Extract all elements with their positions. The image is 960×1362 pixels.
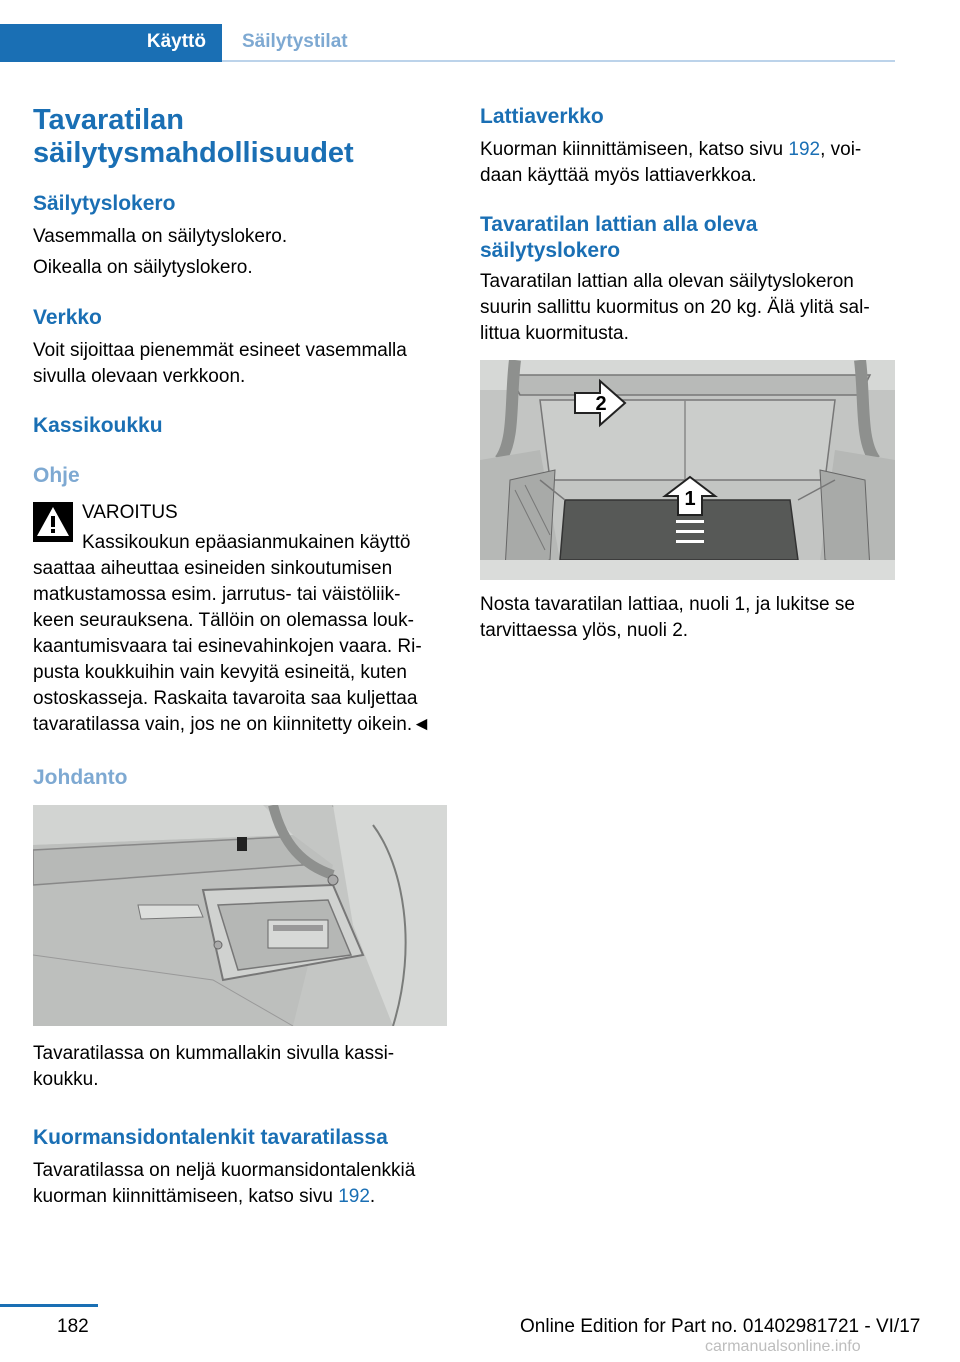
net-text-2: sivulla olevaan verkkoon. bbox=[33, 366, 246, 387]
underfloor-heading-line-2: säilytyslokero bbox=[480, 239, 621, 262]
arrow-1-label: 1 bbox=[684, 488, 696, 510]
trunk-floor-illustration bbox=[480, 360, 895, 580]
page-title bbox=[33, 104, 453, 170]
lashing-heading: Kuormansidontalenkit tavaratilassa bbox=[33, 1126, 388, 1149]
underfloor-text-1: Tavaratilan lattian alla olevan säilytyslokeron bbox=[480, 271, 854, 292]
tab-kaytto-label: Käyttö bbox=[146, 31, 206, 52]
warning-triangle-icon bbox=[33, 502, 73, 542]
floor-net-page-link[interactable]: 192 bbox=[788, 139, 821, 160]
hook-heading: Kassikoukku bbox=[33, 414, 163, 437]
footer-divider bbox=[0, 1304, 98, 1307]
floor-net-text-1-suffix: , voi- bbox=[820, 139, 862, 160]
tab-sailytystilat-label: Säilytystilat bbox=[242, 31, 348, 52]
floor-net-text-1-prefix: Kuorman kiinnittämiseen, katso sivu bbox=[480, 139, 789, 160]
page-title-line-2: säilytysmahdollisuudet bbox=[33, 137, 354, 169]
net-heading: Verkko bbox=[33, 306, 102, 329]
tab-sailytystilat[interactable] bbox=[222, 24, 895, 62]
floor-net-text-1 bbox=[480, 137, 861, 163]
warning-line-7: ostoskasseja. Raskaita tavaroita saa kuljettaa bbox=[33, 688, 418, 709]
underfloor-heading-line-1: Tavaratilan lattian alla oleva bbox=[480, 213, 758, 236]
lashing-text-2-prefix: kuorman kiinnittämiseen, katso sivu bbox=[33, 1186, 339, 1207]
arrow-2-label: 2 bbox=[595, 393, 607, 415]
edition-text: Online Edition for Part no. 01402981721 - VI/17 bbox=[520, 1316, 921, 1337]
warning-title: VAROITUS bbox=[82, 502, 178, 523]
intro-caption-2: koukku. bbox=[33, 1069, 99, 1090]
underfloor-text-3: littua kuormitusta. bbox=[480, 323, 629, 344]
warning-line-4: keen seurauksena. Tällöin on olemassa louk- bbox=[33, 610, 414, 631]
watermark: carmanualsonline.info bbox=[705, 1338, 861, 1355]
tab-kaytto[interactable] bbox=[0, 24, 222, 62]
page-title-line-1: Tavaratilan bbox=[33, 104, 184, 136]
intro-heading: Johdanto bbox=[33, 766, 128, 789]
page-number: 182 bbox=[57, 1316, 89, 1337]
storage-heading: Säilytyslokero bbox=[33, 192, 176, 215]
trunk-side-illustration bbox=[33, 805, 447, 1026]
warning-line-8: tavaratilassa vain, jos ne on kiinnitetty oikein.◄ bbox=[33, 714, 431, 735]
warning-line-6: pusta koukkuihin vain kevyitä esineitä, kuten bbox=[33, 662, 407, 683]
floor-net-text-2: daan käyttää myös lattiaverkkoa. bbox=[480, 165, 757, 186]
header-bar bbox=[0, 24, 895, 62]
underfloor-caption-1: Nosta tavaratilan lattiaa, nuoli 1, ja lukitse se bbox=[480, 594, 855, 615]
underfloor-heading bbox=[480, 212, 757, 264]
trunk-side-figure bbox=[33, 805, 447, 1026]
lashing-text-1: Tavaratilassa on neljä kuormansidontalenkkiä bbox=[33, 1160, 416, 1181]
underfloor-text-2: suurin sallittu kuormitus on 20 kg. Älä ylitä sal- bbox=[480, 297, 870, 318]
warning-line-5: kaantumisvaara tai esinevahinkojen vaara. Ri- bbox=[33, 636, 422, 657]
floor-net-heading: Lattiaverkko bbox=[480, 105, 604, 128]
warning-line-1: Kassikoukun epäasianmukainen käyttö bbox=[82, 532, 411, 553]
net-text-1: Voit sijoittaa pienemmät esineet vasemmalla bbox=[33, 340, 407, 361]
underfloor-caption-2: tarvittaessa ylös, nuoli 2. bbox=[480, 620, 689, 641]
warning-line-3: matkustamossa esim. jarrutus- tai väistöliik- bbox=[33, 584, 401, 605]
lashing-text-2 bbox=[33, 1184, 375, 1210]
intro-caption-1: Tavaratilassa on kummallakin sivulla kassi- bbox=[33, 1043, 395, 1064]
trunk-floor-figure bbox=[480, 360, 895, 580]
warning-line-2: saattaa aiheuttaa esineiden sinkoutumisen bbox=[33, 558, 393, 579]
storage-text-2: Oikealla on säilytyslokero. bbox=[33, 257, 253, 278]
lashing-page-link[interactable]: 192 bbox=[338, 1186, 370, 1207]
note-heading: Ohje bbox=[33, 464, 80, 487]
lashing-text-2-suffix: . bbox=[369, 1186, 376, 1207]
header-divider bbox=[222, 60, 895, 62]
storage-text-1: Vasemmalla on säilytyslokero. bbox=[33, 226, 288, 247]
